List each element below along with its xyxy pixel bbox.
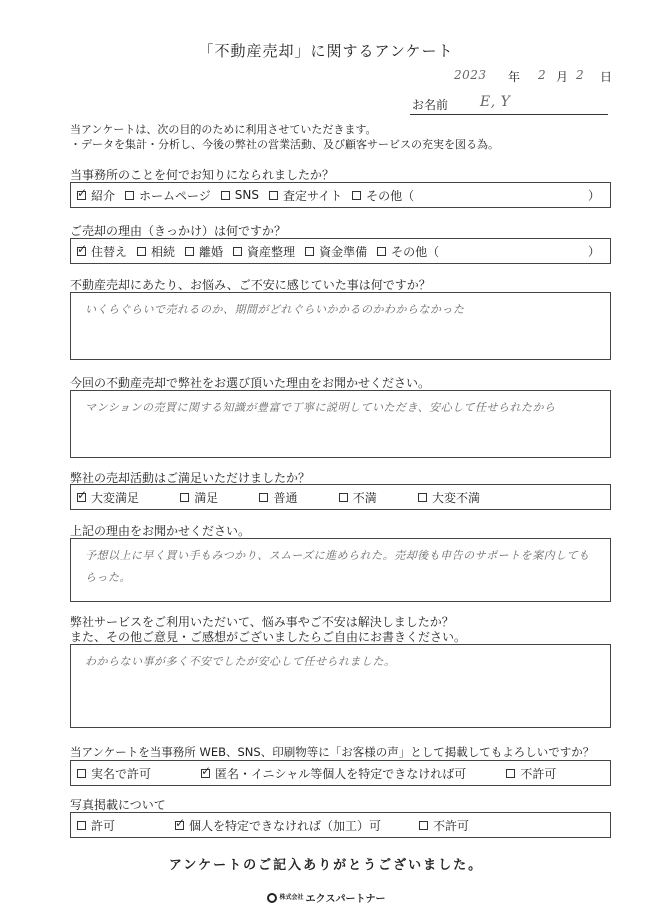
q8-question: 当アンケートを当事務所 WEB、SNS、印刷物等に「お客様の声」として掲載してもよろしいですか？ [70, 745, 595, 759]
q3-answer: いくらぐらいで売れるのか、期間がどれぐらいかかるのかわからなかった [85, 303, 465, 316]
date-year-value[interactable]: 2023 [454, 68, 487, 82]
checkbox-icon[interactable] [352, 191, 361, 200]
q1-option-sns[interactable]: SNS [221, 188, 259, 202]
q4-question: 今回の不動産売却で弊社をお選び頂いた理由をお聞かせください。 [70, 376, 431, 390]
q7-answer: わからない事が多く不安でしたが安心して任せられました。 [85, 655, 396, 668]
q9-question: 写真掲載について [70, 798, 166, 812]
q1-question: 当事務所のことを何でお知りになられましたか？ [70, 168, 335, 182]
q1-options-box [70, 182, 611, 208]
checkbox-icon[interactable] [221, 191, 230, 200]
q2-option-divorce[interactable]: 離婚 [185, 243, 223, 260]
q2-option-relocation[interactable]: ✓ 住替え [77, 243, 127, 260]
q1-option-homepage[interactable]: ホームページ [125, 187, 211, 204]
q9-option-not-permitted[interactable]: 不許可 [419, 817, 469, 834]
checkbox-icon[interactable] [305, 247, 314, 256]
intro-line-1: 当アンケートは、次の目的のために利用させていただきます。 [70, 123, 377, 136]
checkbox-icon[interactable] [180, 493, 189, 502]
q5-option-very-satisfied[interactable]: ✓ 大変満足 [77, 489, 139, 506]
q5-option-very-dissatisfied[interactable]: 大変不満 [418, 489, 480, 506]
q2-option-asset-arrangement[interactable]: 資産整理 [233, 243, 295, 260]
intro-text [70, 122, 499, 152]
checkbox-icon[interactable] [77, 769, 86, 778]
checkbox-icon[interactable] [233, 247, 242, 256]
checkbox-icon[interactable] [269, 191, 278, 200]
q5-options-box [70, 484, 611, 510]
q3-answer-box[interactable] [70, 292, 611, 360]
intro-line-2: ・データを集計・分析し、今後の弊社の営業活動、及び顧客サービスの充実を図る為。 [70, 138, 499, 151]
date-day-label: 日 [600, 70, 613, 84]
checkbox-icon[interactable] [185, 247, 194, 256]
q2-question: ご売却の理由（きっかけ）は何ですか？ [70, 224, 287, 238]
checkbox-icon[interactable] [137, 247, 146, 256]
checkbox-icon[interactable] [377, 247, 386, 256]
q6-question: 上記の理由をお聞かせください。 [70, 524, 251, 538]
checkbox-checked-icon[interactable] [77, 247, 86, 256]
checkbox-icon[interactable] [339, 493, 348, 502]
checkbox-checked-icon[interactable] [201, 769, 210, 778]
q8-option-anonymous[interactable]: ✓ 匿名・イニシャル等個人を特定できなければ可 [201, 765, 466, 782]
q3-question: 不動産売却にあたり、お悩み、ご不安に感じていた事は何ですか？ [70, 278, 431, 292]
q8-options-box [70, 760, 611, 786]
q2-close-paren: ） [587, 244, 600, 259]
q6-answer-box[interactable] [70, 538, 611, 602]
date-day-value[interactable]: 2 [576, 68, 585, 82]
q7-question-line-2: また、その他ご意見・ご感想がございましたらご自由にお書きください。 [70, 630, 467, 644]
q4-answer: マンションの売買に関する知識が豊富で丁寧に説明していただき、安心して任せられたから [85, 401, 556, 414]
date-month-value[interactable]: 2 [538, 68, 547, 82]
name-value[interactable]: E, Y [480, 94, 511, 110]
date-field [440, 68, 620, 88]
q2-option-other[interactable]: その他（ [377, 243, 439, 260]
q8-option-not-permitted[interactable]: 不許可 [506, 765, 556, 782]
date-month-label: 月 [556, 70, 569, 84]
q1-option-other[interactable]: その他（ [352, 187, 414, 204]
checkbox-checked-icon[interactable] [175, 821, 184, 830]
q5-option-satisfied[interactable]: 満足 [180, 489, 218, 506]
q9-option-if-unidentifiable[interactable]: ✓ 個人を特定できなければ（加工）可 [175, 817, 381, 834]
q5-option-dissatisfied[interactable]: 不満 [339, 489, 377, 506]
thanks-message: アンケートのご記入ありがとうございました。 [168, 858, 484, 873]
q7-question-line-1: 弊社サービスをご利用いただいて、悩み事やご不安は解決しましたか？ [70, 615, 454, 629]
checkbox-icon[interactable] [125, 191, 134, 200]
survey-title: 「不動産売却」に関するアンケート [198, 42, 454, 60]
company-logo [0, 890, 652, 905]
checkbox-icon[interactable] [418, 493, 427, 502]
q9-option-permitted[interactable]: 許可 [77, 817, 115, 834]
date-year-label: 年 [508, 70, 521, 84]
name-field[interactable] [410, 96, 608, 115]
q8-option-real-name[interactable]: 実名で許可 [77, 765, 151, 782]
q1-close-paren: ） [587, 188, 600, 203]
company-name: エクスパートナー [305, 894, 386, 905]
checkbox-icon[interactable] [259, 493, 268, 502]
q5-question: 弊社の売却活動はご満足いただけましたか？ [70, 471, 311, 485]
q7-answer-box[interactable] [70, 644, 611, 728]
checkbox-checked-icon[interactable] [77, 493, 86, 502]
name-label: お名前 [412, 98, 449, 112]
company-logo-icon [267, 893, 277, 903]
q2-option-inheritance[interactable]: 相続 [137, 243, 175, 260]
checkbox-icon[interactable] [506, 769, 515, 778]
q1-option-referral[interactable]: ✓ 紹介 [77, 187, 115, 204]
q1-option-appraisal-site[interactable]: 査定サイト [269, 187, 342, 204]
q6-answer: 予想以上に早く買い手もみつかり、スムーズに進められた。売却後も申告のサポートを案内してもらった。 [85, 549, 590, 584]
q2-options-box [70, 238, 611, 264]
q5-option-neutral[interactable]: 普通 [259, 489, 297, 506]
company-type-label: 株式会社 [279, 893, 304, 901]
checkbox-checked-icon[interactable] [77, 191, 86, 200]
q9-options-box [70, 812, 611, 838]
q4-answer-box[interactable] [70, 390, 611, 458]
q2-option-fund-preparation[interactable]: 資金準備 [305, 243, 367, 260]
checkbox-icon[interactable] [419, 821, 428, 830]
checkbox-icon[interactable] [77, 821, 86, 830]
